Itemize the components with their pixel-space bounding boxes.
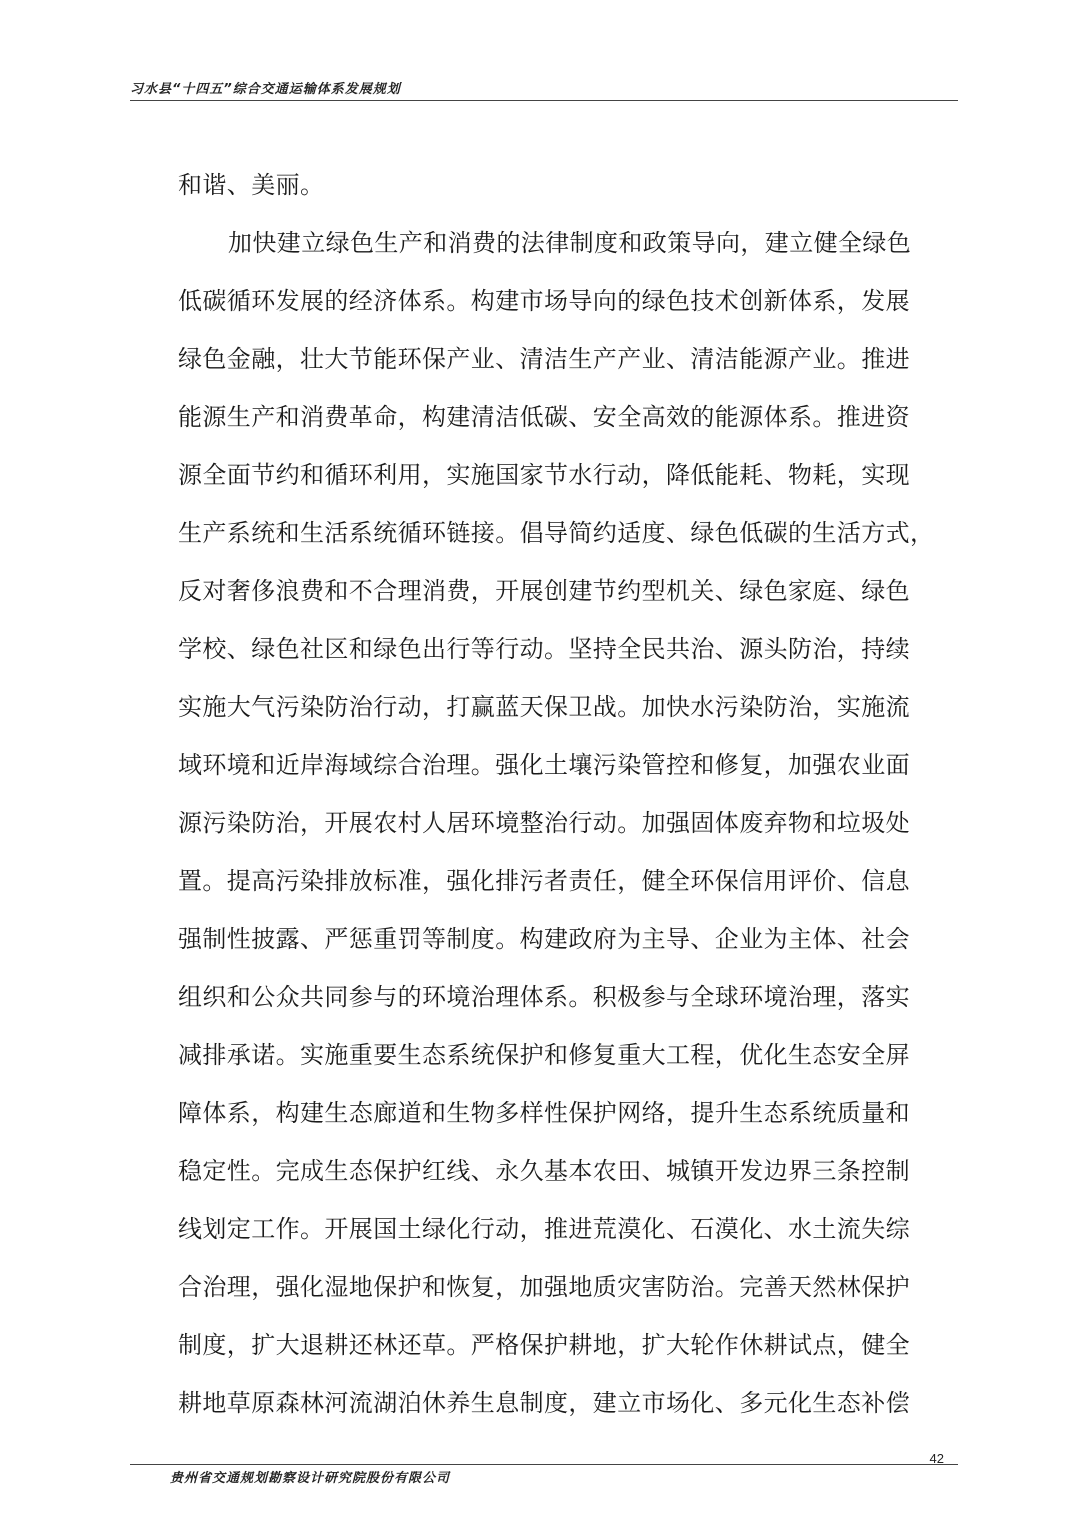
text-line: 能源生产和消费革命，构建清洁低碳、安全高效的能源体系。推进资 (178, 403, 910, 431)
text-line: 稳定性。完成生态保护红线、永久基本农田、城镇开发边界三条控制 (178, 1157, 910, 1185)
text-line: 反对奢侈浪费和不合理消费，开展创建节约型机关、绿色家庭、绿色 (178, 577, 910, 605)
text-line: 减排承诺。实施重要生态系统保护和修复重大工程，优化生态安全屏 (178, 1041, 910, 1069)
text-line: 生产系统和生活系统循环链接。倡导简约适度、绿色低碳的生活方式， (178, 519, 935, 547)
text-line: 加快建立绿色生产和消费的法律制度和政策导向，建立健全绿色 (228, 229, 912, 257)
text-line: 和谐、美丽。 (178, 171, 325, 199)
text-line: 合治理，强化湿地保护和恢复，加强地质灾害防治。完善天然林保护 (178, 1273, 910, 1301)
text-line: 线划定工作。开展国土绿化行动，推进荒漠化、石漠化、水土流失综 (178, 1215, 910, 1243)
text-line: 耕地草原森林河流湖泊休养生息制度，建立市场化、多元化生态补偿 (178, 1389, 910, 1417)
text-line: 学校、绿色社区和绿色出行等行动。坚持全民共治、源头防治，持续 (178, 635, 910, 663)
text-line: 实施大气污染防治行动，打赢蓝天保卫战。加快水污染防治，实施流 (178, 693, 910, 721)
text-line: 绿色金融，壮大节能环保产业、清洁生产产业、清洁能源产业。推进 (178, 345, 910, 373)
text-line: 源污染防治，开展农村人居环境整治行动。加强固体废弃物和垃圾处 (178, 809, 910, 837)
page-footer (130, 1451, 958, 1486)
text-line: 制度，扩大退耕还林还草。严格保护耕地，扩大轮作休耕试点，健全 (178, 1331, 910, 1359)
text-line: 低碳循环发展的经济体系。构建市场导向的绿色技术创新体系，发展 (178, 287, 910, 315)
footer-company: 贵州省交通规划勘察设计研究院股份有限公司 (170, 1471, 451, 1486)
text-line: 源全面节约和循环利用，实施国家节水行动，降低能耗、物耗，实现 (178, 461, 910, 489)
text-line: 障体系，构建生态廊道和生物多样性保护网络，提升生态系统质量和 (178, 1099, 910, 1127)
text-line: 组织和公众共同参与的环境治理体系。积极参与全球环境治理，落实 (178, 983, 910, 1011)
page-number: 42 (929, 1451, 944, 1466)
body-text (178, 156, 948, 1432)
page-header (130, 76, 958, 101)
text-line: 域环境和近岸海域综合治理。强化土壤污染管控和修复，加强农业面 (178, 751, 910, 779)
header-title: 习水县“十四五”综合交通运输体系发展规划 (130, 82, 401, 97)
text-line: 强制性披露、严惩重罚等制度。构建政府为主导、企业为主体、社会 (178, 925, 910, 953)
text-line: 置。提高污染排放标准，强化排污者责任，健全环保信用评价、信息 (178, 867, 910, 895)
